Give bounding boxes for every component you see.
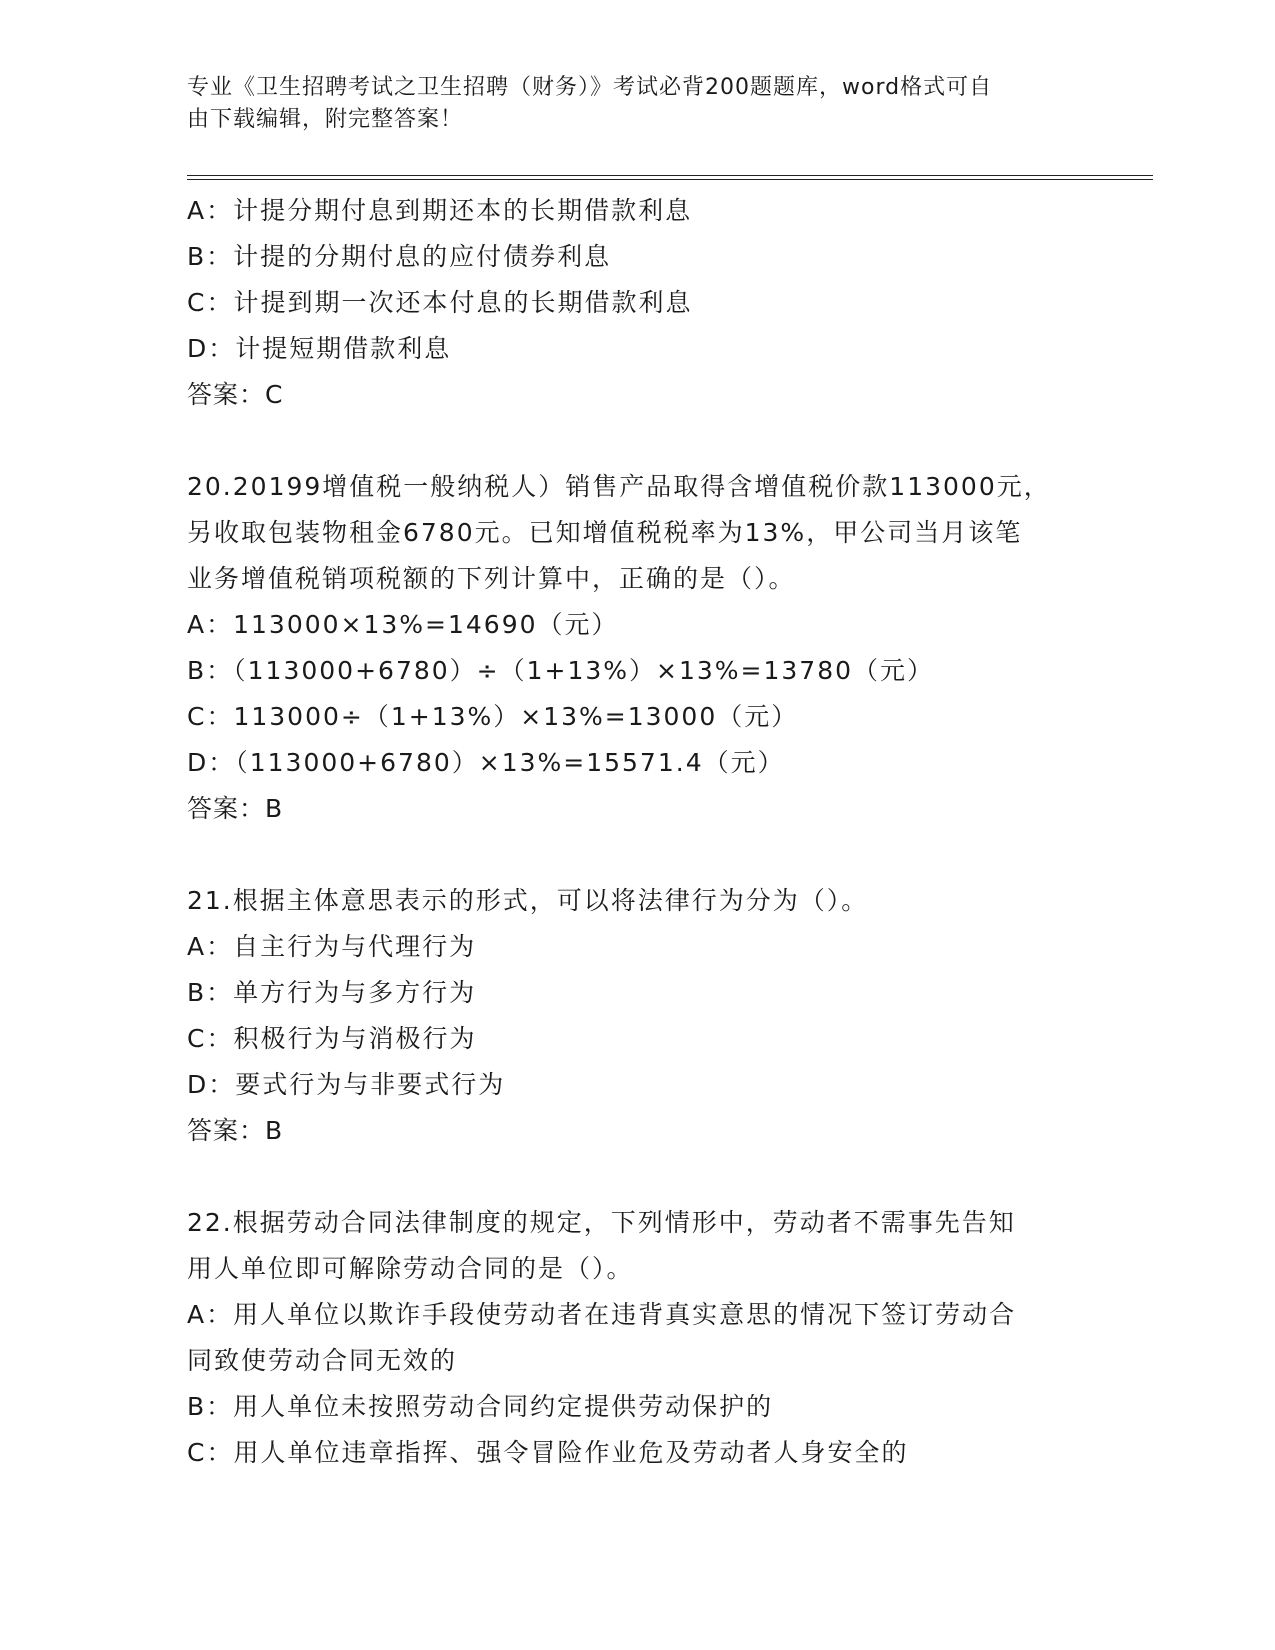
option-c: C：计提到期一次还本付息的长期借款利息 [187, 288, 693, 317]
option-c: C：积极行为与消极行为 [187, 1024, 477, 1053]
header-line: 专业《卫生招聘考试之卫生招聘（财务）》考试必背200题题库，word格式可自 [187, 75, 993, 100]
question-stem: 22.根据劳动合同法律制度的规定，下列情形中，劳动者不需事先告知 [187, 1208, 1016, 1237]
question-block-previous [187, 188, 1087, 418]
option-d: D：（113000+6780）×13%=15571.4（元） [187, 748, 785, 777]
answer-label: 答案：B [187, 1116, 284, 1145]
answer-label: 答案：C [187, 380, 284, 409]
question-stem: 业务增值税销项税额的下列计算中，正确的是（）。 [187, 564, 796, 593]
question-block-20 [187, 464, 1087, 832]
page-header [187, 72, 1067, 136]
option-c: C：113000÷（1+13%）×13%=13000（元） [187, 702, 799, 731]
header-line: 由下载编辑，附完整答案！ [187, 107, 464, 132]
question-stem: 另收取包装物租金6780元。已知增值税税率为13%，甲公司当月该笔 [187, 518, 1023, 547]
spacer [187, 418, 1087, 464]
option-b: B：单方行为与多方行为 [187, 978, 477, 1007]
option-a: A：计提分期付息到期还本的长期借款利息 [187, 196, 693, 225]
option-b: B：（113000+6780）÷（1+13%）×13%=13780（元） [187, 656, 935, 685]
option-c: C：用人单位违章指挥、强令冒险作业危及劳动者人身安全的 [187, 1438, 909, 1467]
option-b: B：计提的分期付息的应付债券利息 [187, 242, 612, 271]
option-a-continued: 同致使劳动合同无效的 [187, 1346, 458, 1375]
option-d: D：要式行为与非要式行为 [187, 1070, 506, 1099]
question-stem: 21.根据主体意思表示的形式，可以将法律行为分为（）。 [187, 886, 869, 915]
option-a: A：自主行为与代理行为 [187, 932, 477, 961]
question-block-22 [187, 1200, 1087, 1476]
question-stem: 20.20199增值税一般纳税人）销售产品取得含增值税价款113000元， [187, 472, 1051, 501]
answer-label: 答案：B [187, 794, 284, 823]
question-list [187, 188, 1087, 1476]
option-a: A：113000×13%=14690（元） [187, 610, 619, 639]
question-block-21 [187, 878, 1087, 1154]
spacer [187, 832, 1087, 878]
spacer [187, 1154, 1087, 1200]
option-a: A：用人单位以欺诈手段使劳动者在违背真实意思的情况下签订劳动合 [187, 1300, 1017, 1329]
option-b: B：用人单位未按照劳动合同约定提供劳动保护的 [187, 1392, 774, 1421]
header-divider [187, 175, 1153, 180]
option-d: D：计提短期借款利息 [187, 334, 452, 363]
question-stem: 用人单位即可解除劳动合同的是（）。 [187, 1254, 634, 1283]
